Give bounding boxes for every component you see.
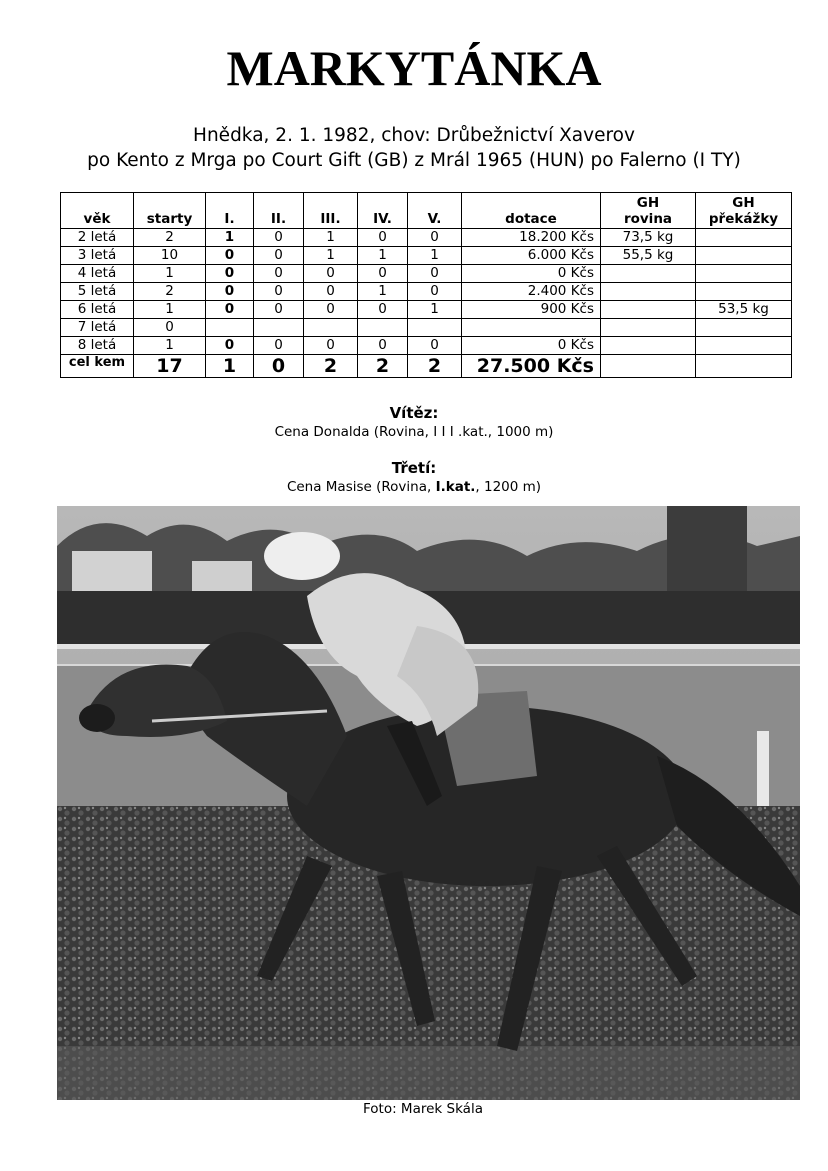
third-race-category: I.kat.: [435, 479, 476, 495]
cell-age: 7 letá: [61, 319, 134, 337]
table-row: [61, 337, 792, 355]
header-fourth: IV.: [358, 193, 408, 229]
cell-third: 1: [304, 229, 358, 247]
cell-purse: [462, 319, 601, 337]
cell-third: [304, 319, 358, 337]
cell-third: 1: [304, 247, 358, 265]
cell-starts: 1: [134, 301, 206, 319]
cell-age: 4 letá: [61, 265, 134, 283]
cell-starts: 2: [134, 229, 206, 247]
header-fifth: V.: [408, 193, 462, 229]
total-fifth: 2: [408, 355, 462, 378]
table-row: [61, 247, 792, 265]
total-first: 1: [206, 355, 254, 378]
horse-details: Hnědka, 2. 1. 1982, chov: Drůbežnictví Xaverov: [193, 125, 635, 146]
cell-fourth: [358, 319, 408, 337]
cell-first: 0: [206, 283, 254, 301]
cell-gh-flat: 73,5 kg: [601, 229, 696, 247]
cell-fifth: [408, 319, 462, 337]
cell-fourth: 0: [358, 229, 408, 247]
cell-starts: 0: [134, 319, 206, 337]
cell-gh-flat: [601, 265, 696, 283]
total-starts: 17: [134, 355, 206, 378]
photo-caption: Foto: Marek Skála: [363, 1101, 483, 1117]
cell-purse: 18.200 Kčs: [462, 229, 601, 247]
total-second: 0: [254, 355, 304, 378]
cell-first: 0: [206, 337, 254, 355]
cell-second: 0: [254, 229, 304, 247]
cell-starts: 1: [134, 337, 206, 355]
cell-age: 6 letá: [61, 301, 134, 319]
race-record-table: [60, 192, 792, 378]
cell-fifth: 0: [408, 265, 462, 283]
header-second: II.: [254, 193, 304, 229]
cell-first: 0: [206, 301, 254, 319]
cell-fourth: 0: [358, 301, 408, 319]
cell-second: 0: [254, 337, 304, 355]
cell-purse: 0 Kčs: [462, 337, 601, 355]
cell-third: 0: [304, 283, 358, 301]
third-race: [0, 478, 828, 496]
cell-fifth: 0: [408, 337, 462, 355]
total-purse: 27.500 Kčs: [462, 355, 601, 378]
cell-purse: 6.000 Kčs: [462, 247, 601, 265]
cell-gh-flat: [601, 283, 696, 301]
cell-age: 8 letá: [61, 337, 134, 355]
cell-third: 0: [304, 265, 358, 283]
header-purse: dotace: [462, 193, 601, 229]
table-row: [61, 301, 792, 319]
cell-fifth: 1: [408, 247, 462, 265]
header-third: III.: [304, 193, 358, 229]
cell-first: 0: [206, 247, 254, 265]
cell-third: 0: [304, 301, 358, 319]
cell-gh-flat: [601, 301, 696, 319]
cell-purse: 2.400 Kčs: [462, 283, 601, 301]
total-third: 2: [304, 355, 358, 378]
page-title: MARKYTÁNKA: [226, 40, 602, 96]
winner-heading: Vítěz:: [389, 404, 439, 422]
third-race-suffix: , 1200 m): [475, 479, 542, 495]
cell-first: [206, 319, 254, 337]
cell-fifth: 1: [408, 301, 462, 319]
table-header-row: [61, 193, 792, 229]
cell-age: 2 letá: [61, 229, 134, 247]
cell-gh-flat: [601, 337, 696, 355]
cell-first: 0: [206, 265, 254, 283]
total-fourth: 2: [358, 355, 408, 378]
table-row: [61, 265, 792, 283]
header-starts: starty: [134, 193, 206, 229]
cell-fifth: 0: [408, 229, 462, 247]
cell-purse: 0 Kčs: [462, 265, 601, 283]
cell-starts: 10: [134, 247, 206, 265]
total-gh-jumps: [696, 355, 792, 378]
cell-gh-jumps: [696, 265, 792, 283]
table-total-row: [61, 355, 792, 378]
winner-race: Cena Donalda (Rovina, I I I .kat., 1000 m): [274, 424, 554, 440]
cell-gh-jumps: [696, 319, 792, 337]
cell-gh-flat: [601, 319, 696, 337]
table-row: [61, 229, 792, 247]
table-row: [61, 283, 792, 301]
cell-age: 5 letá: [61, 283, 134, 301]
cell-gh-jumps: 53,5 kg: [696, 301, 792, 319]
cell-starts: 1: [134, 265, 206, 283]
cell-second: 0: [254, 265, 304, 283]
cell-purse: 900 Kčs: [462, 301, 601, 319]
cell-gh-flat: 55,5 kg: [601, 247, 696, 265]
cell-fourth: 0: [358, 337, 408, 355]
cell-starts: 2: [134, 283, 206, 301]
cell-second: 0: [254, 247, 304, 265]
third-race-prefix: Cena Masise (Rovina,: [286, 479, 436, 495]
cell-fourth: 1: [358, 247, 408, 265]
horse-race-photo: [57, 506, 800, 1100]
cell-second: 0: [254, 301, 304, 319]
horse-pedigree: po Kento z Mrga po Court Gift (GB) z Mrál 1965 (HUN) po Falerno (I TY): [87, 150, 741, 171]
cell-second: 0: [254, 283, 304, 301]
cell-gh-jumps: [696, 337, 792, 355]
total-label: cel kem: [61, 355, 134, 378]
header-first: I.: [206, 193, 254, 229]
table-row: [61, 319, 792, 337]
cell-fifth: 0: [408, 283, 462, 301]
cell-age: 3 letá: [61, 247, 134, 265]
third-heading: Třetí:: [391, 459, 437, 477]
cell-fourth: 1: [358, 283, 408, 301]
header-gh-flat: GH rovina: [601, 193, 696, 229]
cell-third: 0: [304, 337, 358, 355]
header-age: věk: [61, 193, 134, 229]
cell-first: 1: [206, 229, 254, 247]
cell-gh-jumps: [696, 283, 792, 301]
cell-fourth: 0: [358, 265, 408, 283]
header-gh-jumps: GH překážky: [696, 193, 792, 229]
cell-gh-jumps: [696, 247, 792, 265]
cell-second: [254, 319, 304, 337]
total-gh-flat: [601, 355, 696, 378]
cell-gh-jumps: [696, 229, 792, 247]
